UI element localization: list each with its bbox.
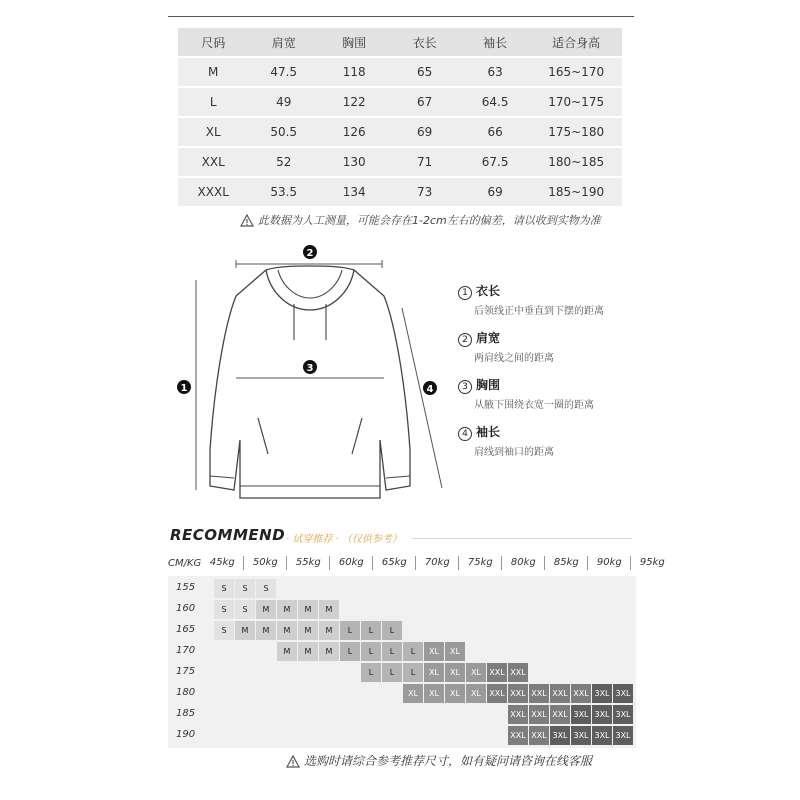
legend-desc-1: 后领线正中垂直到下摆的距离 xyxy=(474,306,604,317)
size-table-row xyxy=(178,58,622,86)
size-table-row xyxy=(178,118,622,146)
size-recommend-cell: L xyxy=(340,621,360,640)
size-recommend-cell: XXL xyxy=(529,684,549,703)
weight-label: 65kg xyxy=(372,556,415,570)
size-recommend-cell: M xyxy=(298,600,318,619)
size-recommend-cell: M xyxy=(235,621,255,640)
warning-icon xyxy=(240,214,254,227)
size-recommend-cell: L xyxy=(403,642,423,661)
size-recommend-cell: M xyxy=(277,642,297,661)
size-table-row xyxy=(178,178,622,206)
size-recommend-cell: 3XL xyxy=(571,705,591,724)
legend-num-3: 3 xyxy=(458,380,472,394)
size-table-cell: 180~185 xyxy=(548,155,605,169)
size-table-cell: 185~190 xyxy=(548,185,605,199)
size-recommend-cell: 3XL xyxy=(613,726,633,745)
size-table xyxy=(178,28,622,208)
header-height: 适合身高 xyxy=(552,35,601,50)
size-table-cell: XXL xyxy=(201,155,225,169)
height-label: 165 xyxy=(176,624,196,635)
legend-item-shoulder xyxy=(458,329,604,364)
size-table-cell: 175~180 xyxy=(548,125,605,139)
height-label: 190 xyxy=(176,729,196,740)
size-recommend-cell: XL xyxy=(445,642,465,661)
size-table-cell: 130 xyxy=(342,155,366,169)
size-table-header xyxy=(178,28,622,56)
size-recommend-cell: 3XL xyxy=(613,705,633,724)
size-recommend-cell: 3XL xyxy=(550,726,570,745)
recommend-row xyxy=(168,704,636,725)
size-recommend-cell: XL xyxy=(445,663,465,682)
size-table-cell: 170~175 xyxy=(548,95,605,109)
legend-title-3: 胸围 xyxy=(476,378,501,392)
hoodie-outline xyxy=(210,266,410,498)
size-recommend-cell: XL xyxy=(466,684,486,703)
size-recommend-cell: M xyxy=(319,621,339,640)
size-table-cell: 118 xyxy=(342,65,366,79)
recommend-row xyxy=(168,578,636,599)
legend-item-sleeve xyxy=(458,423,604,458)
size-recommend-cell: XXL xyxy=(487,663,507,682)
weight-header xyxy=(168,550,665,576)
size-table-cell: XL xyxy=(205,125,221,139)
recommend-row xyxy=(168,725,636,746)
size-table-cell: 53.5 xyxy=(270,185,298,199)
size-table-row xyxy=(178,88,622,116)
marker-4-label: 4 xyxy=(426,384,434,395)
size-table-cell: 64.5 xyxy=(481,95,509,109)
size-table-cell: XXXL xyxy=(197,185,229,199)
size-table-cell: L xyxy=(209,95,217,109)
weight-label: 90kg xyxy=(587,556,630,570)
size-table-cell: M xyxy=(208,65,219,79)
warning-icon xyxy=(286,755,300,768)
size-recommend-cell: M xyxy=(319,642,339,661)
size-recommend-cell: XXL xyxy=(508,684,528,703)
header-size: 尺码 xyxy=(201,35,226,50)
size-recommend-cell: XXL xyxy=(508,663,528,682)
size-recommend-cell: XL xyxy=(445,684,465,703)
size-recommend-cell: S xyxy=(214,621,234,640)
size-table-cell: 66 xyxy=(487,125,503,139)
size-recommend-cell: S xyxy=(256,579,276,598)
weight-label: 95kg xyxy=(630,556,673,570)
legend-title-4: 袖长 xyxy=(476,425,501,439)
measure-note-text: 此数据为人工测量，可能会存在1-2cm左右的偏差，请以收到实物为准 xyxy=(258,214,601,227)
legend-title-2: 肩宽 xyxy=(476,331,501,345)
legend-num-1: 1 xyxy=(458,286,472,300)
recommend-row xyxy=(168,662,636,683)
height-label: 180 xyxy=(176,687,196,698)
legend-desc-3: 从腋下围绕衣宽一圈的距离 xyxy=(474,400,594,411)
size-recommend-cell: S xyxy=(235,600,255,619)
size-recommend-cell: L xyxy=(361,663,381,682)
size-table-cell: 69 xyxy=(487,185,503,199)
size-table-cell: 134 xyxy=(342,185,366,199)
recommend-grid xyxy=(168,550,665,748)
size-recommend-cell: L xyxy=(361,642,381,661)
size-table-row xyxy=(178,148,622,176)
size-table-cell: 126 xyxy=(342,125,366,139)
size-table-cell: 67 xyxy=(417,95,433,109)
weight-label: 80kg xyxy=(501,556,544,570)
measure-note xyxy=(240,212,601,228)
size-recommend-cell: XL xyxy=(424,684,444,703)
height-label: 160 xyxy=(176,603,196,614)
weight-label: 45kg xyxy=(209,557,235,568)
size-recommend-cell: XXL xyxy=(487,684,507,703)
legend-item-chest xyxy=(458,376,604,411)
legend-title-1: 衣长 xyxy=(476,284,501,298)
recommend-row xyxy=(168,641,636,662)
weight-label: 55kg xyxy=(286,556,329,570)
size-recommend-cell: M xyxy=(277,600,297,619)
legend-num-2: 2 xyxy=(458,333,472,347)
size-recommend-cell: L xyxy=(382,663,402,682)
height-label: 170 xyxy=(176,645,196,656)
legend-num-4: 4 xyxy=(458,427,472,441)
size-recommend-cell: S xyxy=(235,579,255,598)
size-recommend-cell: M xyxy=(298,621,318,640)
size-recommend-cell: M xyxy=(298,642,318,661)
marker-3-label: 3 xyxy=(306,363,314,374)
size-table-cell: 69 xyxy=(417,125,433,139)
weight-label: 70kg xyxy=(415,556,458,570)
recommend-chart-area xyxy=(168,576,636,748)
size-recommend-cell: L xyxy=(382,642,402,661)
height-label: 185 xyxy=(176,708,196,719)
top-divider xyxy=(168,16,634,17)
size-table-cell: 73 xyxy=(417,185,433,199)
height-label: 175 xyxy=(176,666,196,677)
size-recommend-cell: XXL xyxy=(508,726,528,745)
recommend-row xyxy=(168,620,636,641)
size-recommend-cell: 3XL xyxy=(592,726,612,745)
header-chest: 胸围 xyxy=(342,35,367,50)
size-table-cell: 49 xyxy=(276,95,292,109)
size-recommend-cell: 3XL xyxy=(613,684,633,703)
weight-label: 50kg xyxy=(243,556,286,570)
weight-label: 75kg xyxy=(458,556,501,570)
recommend-divider xyxy=(412,538,632,539)
marker-2-label: 2 xyxy=(306,248,314,259)
size-recommend-cell: XXL xyxy=(529,705,549,724)
recommend-title: RECOMMEND xyxy=(170,526,286,544)
size-table-cell: 63 xyxy=(487,65,503,79)
recommend-row xyxy=(168,599,636,620)
size-recommend-cell: M xyxy=(277,621,297,640)
size-recommend-cell: S xyxy=(214,600,234,619)
recommend-subtitle: · 试穿推荐 · （仅供参考） xyxy=(286,534,402,545)
size-recommend-cell: XL xyxy=(466,663,486,682)
size-recommend-cell: L xyxy=(382,621,402,640)
weight-label: 60kg xyxy=(329,556,372,570)
bottom-note xyxy=(286,752,592,769)
size-recommend-cell: XXL xyxy=(550,684,570,703)
legend-item-length xyxy=(458,282,604,317)
header-shoulder: 肩宽 xyxy=(271,35,296,50)
size-recommend-cell: 3XL xyxy=(592,705,612,724)
header-sleeve: 袖长 xyxy=(483,35,508,50)
size-recommend-cell: 3XL xyxy=(592,684,612,703)
bottom-note-text: 选购时请综合参考推荐尺寸，如有疑问请咨询在线客服 xyxy=(304,754,593,768)
header-length: 衣长 xyxy=(412,35,437,50)
size-recommend-cell: L xyxy=(403,663,423,682)
size-recommend-cell: M xyxy=(256,621,276,640)
size-recommend-cell: L xyxy=(340,642,360,661)
size-recommend-cell: XXL xyxy=(508,705,528,724)
size-recommend-cell: XXL xyxy=(529,726,549,745)
size-table-cell: 47.5 xyxy=(270,65,298,79)
size-table-cell: 65 xyxy=(417,65,433,79)
size-recommend-cell: M xyxy=(256,600,276,619)
axis-label: CM/KG xyxy=(168,557,202,569)
size-recommend-cell: M xyxy=(319,600,339,619)
legend-desc-4: 肩线到袖口的距离 xyxy=(474,447,554,458)
weight-label: 85kg xyxy=(544,556,587,570)
size-recommend-cell: XXL xyxy=(571,684,591,703)
size-recommend-cell: XL xyxy=(424,663,444,682)
size-recommend-cell: 3XL xyxy=(571,726,591,745)
hoodie-diagram xyxy=(170,240,450,510)
size-recommend-cell: XXL xyxy=(550,705,570,724)
size-table-cell: 165~170 xyxy=(548,65,605,79)
sleeve-measure-line xyxy=(402,308,442,488)
size-recommend-cell: XL xyxy=(403,684,423,703)
recommend-row xyxy=(168,683,636,704)
height-label: 155 xyxy=(176,582,196,593)
legend-desc-2: 两肩线之间的距离 xyxy=(474,353,554,364)
size-recommend-cell: XL xyxy=(424,642,444,661)
size-table-cell: 71 xyxy=(417,155,433,169)
size-table-cell: 67.5 xyxy=(481,155,509,169)
measure-legend xyxy=(458,282,604,470)
size-table-cell: 52 xyxy=(276,155,292,169)
size-table-cell: 122 xyxy=(342,95,366,109)
size-recommend-cell: S xyxy=(214,579,234,598)
size-table-cell: 50.5 xyxy=(270,125,298,139)
marker-1-label: 1 xyxy=(180,383,188,394)
size-recommend-cell: L xyxy=(361,621,381,640)
